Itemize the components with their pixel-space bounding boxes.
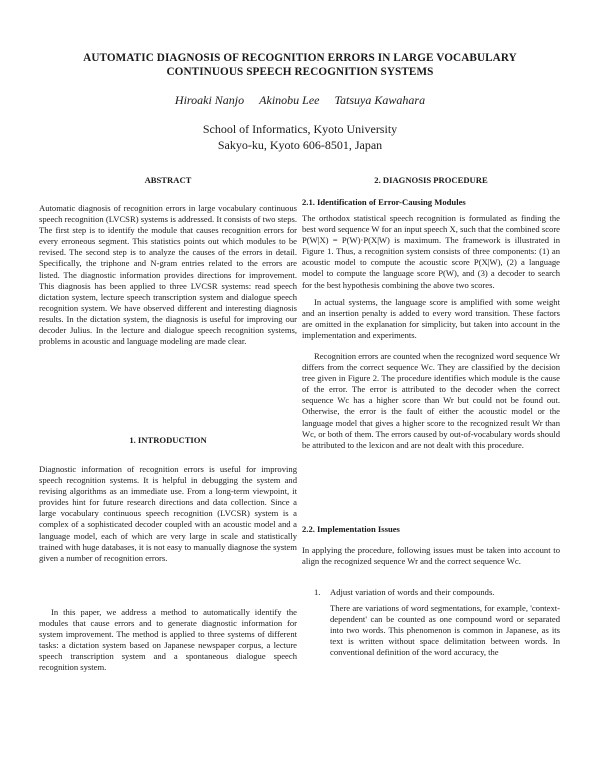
subsection-2-1-heading: 2.1. Identification of Error-Causing Modules [302,197,466,207]
author-list [50,93,550,108]
affiliation-line-1: School of Informatics, Kyoto University [202,122,398,136]
title-line-1: AUTOMATIC DIAGNOSIS OF RECOGNITION ERRORS IN LARGE VOCABULARY [83,52,517,64]
subsection-2-2-heading: 2.2. Implementation Issues [302,524,400,534]
title-line-2: CONTINUOUS SPEECH RECOGNITION SYSTEMS [166,66,434,78]
intro-paragraph-1: Diagnostic information of recognition errors is useful for improving speech recognition systems. It is helpful in debugging the system and revising algorithms as an immediate use. From a long-term viewpoint, it provides hint for future research directions and data collection. Since a large vocabulary continuous speech recognition (LVCSR) system is a complex of a sophisticated decoder coupled with an acoustic model and a language model, each of which are very large in scale and statistically trained with huge databases, it is not easy to manually diagnose the system given a number of recognition errors. [39,464,297,563]
author-1: Hiroaki Nanjo [174,93,245,107]
subsection-2-2-paragraph-1: In applying the procedure, following issues must be taken into account to align the recognized sequence Wr and the correct sequence Wc. [302,545,560,567]
affiliation [50,121,550,153]
subsection-2-1-paragraph-2: In actual systems, the language score is amplified with some weight and an insertion penalty is added to every word transition. These factors are omitted in the explanation for simplicity, but taken into account in the implementation and experiments. [302,297,560,341]
list-item-1-text: There are variations of word segmentations, for example, 'context-dependent' can be counted as one compound word or separated into two words. This phenomenon is common in Japanese, as its text is written without space delimitation between words. In conventional definition of the word accuracy, the [330,603,560,658]
subsection-2-1-paragraph-1: The orthodox statistical speech recognition is formulated as finding the best word sequence W for an input speech X, such that the combined score P(W|X) = P(W)·P(X|W) is maximum. The framework is illustrated in Figure 1. Thus, a recognition system consists of three components: (1) an acoustic model to compute the acoustic score P(X|W), (2) a language model to compute the language score P(W), and (3) a decoder to search for the best hypothesis combining the above two scores. [302,213,560,290]
subsection-2-1-paragraph-3: Recognition errors are counted when the recognized word sequence Wr differs from the correct sequence Wc. They are classified by the decision tree given in Figure 2. The procedure identifies which module is the cause of the error. The error is attributed to the decoder when the correct sequence Wc has a higher score than Wr but could not be found out. Otherwise, the error is the fault of either the acoustic model or the language model that gives a higher score to the recognized result Wr than Wc, or both of them. The errors caused by out-of-vocabulary words should be attributed to the lexicon and are not dealt with this procedure. [302,351,560,450]
affiliation-line-2: Sakyo-ku, Kyoto 606-8501, Japan [217,138,383,152]
intro-heading: 1. INTRODUCTION [129,435,207,445]
abstract-heading: ABSTRACT [144,175,192,185]
diagnosis-heading: 2. DIAGNOSIS PROCEDURE [374,175,488,185]
abstract-text: Automatic diagnosis of recognition errors in large vocabulary continuous speech recognition (LVCSR) systems is addressed. It consists of two steps. The first step is to identify the module that causes recognition errors for every erroneous segment. This statistics points out which modules to be revised. The second step is to analyze the causes of the errors in detail. Specifically, the triphone and N-gram entries related to the errors are listed. The diagnostic information provides directions for improvement. This diagnosis has been applied to three LVCSR systems: read speech dictation system, lecture speech transcription system and dialogue speech recognition system. We have observed different and interesting diagnosis results. In the dictation system, the diagnosis is useful for improving our decoder Julius. In the lecture and dialogue speech recognition systems, problems in acoustic and language modeling are made clear. [39,203,297,347]
author-3: Tatsuya Kawahara [334,93,426,107]
intro-paragraph-2: In this paper, we address a method to automatically identify the modules that cause errors and to generate diagnostic information for system improvement. The method is applied to three systems of different tasks: a dictation system based on Japanese newspaper corpus, a lecture speech transcription system and a spontaneous dialogue speech recognition system. [39,607,297,673]
list-item-1-number: 1. [314,587,321,597]
author-2: Akinobu Lee [259,93,320,107]
list-item-1-title: Adjust variation of words and their compounds. [330,587,495,597]
paper-title [50,51,550,79]
